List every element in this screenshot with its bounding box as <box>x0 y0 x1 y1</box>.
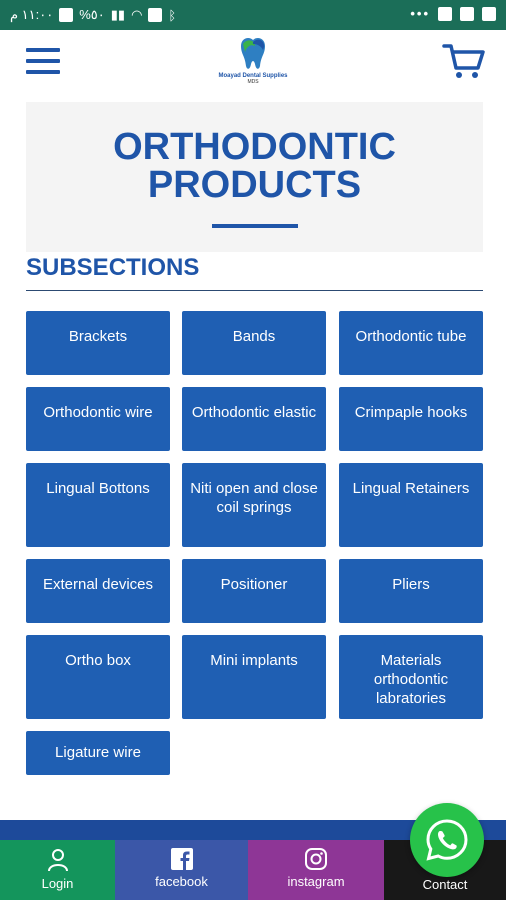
subsection-tile[interactable]: Ortho box <box>26 635 170 719</box>
subsection-tile[interactable]: Materials orthodontic labratories <box>339 635 483 719</box>
instagram-button[interactable] <box>248 840 384 900</box>
subsection-tile[interactable]: Crimpaple hooks <box>339 387 483 451</box>
facebook-label: facebook <box>155 874 208 889</box>
subsections-heading: SUBSECTIONS <box>26 254 200 281</box>
login-label: Login <box>41 876 74 891</box>
status-bar <box>0 0 506 30</box>
whatsapp-button[interactable] <box>410 803 484 877</box>
subsection-tile[interactable]: Lingual Retainers <box>339 463 483 547</box>
contact-label: Contact <box>422 877 468 892</box>
status-left <box>10 7 176 23</box>
subsection-tile[interactable]: Niti open and close coil springs <box>182 463 326 547</box>
subsection-tile[interactable]: External devices <box>26 559 170 623</box>
youtube-icon <box>460 7 474 21</box>
subsection-tile[interactable]: Pliers <box>339 559 483 623</box>
login-button[interactable] <box>0 840 115 900</box>
subsection-tile[interactable]: Orthodontic tube <box>339 311 483 375</box>
facebook-icon <box>171 848 193 870</box>
subsection-tile[interactable]: Orthodontic elastic <box>182 387 326 451</box>
hamburger-menu-icon[interactable] <box>26 48 60 76</box>
instagram-label: instagram <box>287 874 345 889</box>
facebook-button[interactable] <box>115 840 248 900</box>
battery-percent: %٥٠ <box>79 7 105 22</box>
page-title-line1: ORTHODONTIC <box>113 126 396 168</box>
subsection-tile[interactable]: Brackets <box>26 311 170 375</box>
page-title-line2: PRODUCTS <box>147 164 362 206</box>
brand-logo[interactable] <box>210 32 296 92</box>
page-title-card <box>26 102 483 252</box>
subsections-divider <box>26 290 483 291</box>
app-header <box>0 30 506 96</box>
tooth-logo-icon <box>233 32 273 72</box>
menu-line <box>26 48 60 52</box>
gmail-icon <box>438 7 452 21</box>
status-right <box>410 6 496 21</box>
bluetooth-icon: ᛒ <box>168 7 177 23</box>
whatsapp-icon <box>425 818 469 862</box>
subsection-tile[interactable]: Ligature wire <box>26 731 170 775</box>
logo-sub-text: MDS <box>247 79 259 85</box>
menu-line <box>26 59 60 63</box>
user-icon <box>47 848 69 872</box>
menu-line <box>26 70 60 74</box>
subsection-tile[interactable]: Mini implants <box>182 635 326 719</box>
subsection-tile[interactable]: Orthodontic wire <box>26 387 170 451</box>
page-title <box>26 102 483 204</box>
logo-brand-text: Moayad Dental Supplies <box>218 73 288 79</box>
wifi-icon: ◠ <box>131 7 143 22</box>
status-time: ١١:٠٠ م <box>10 7 54 22</box>
title-underline <box>212 224 298 228</box>
shopping-cart-icon[interactable] <box>442 42 486 82</box>
subsection-tile[interactable]: Positioner <box>182 559 326 623</box>
sim-icon <box>59 8 73 22</box>
more-notifications-icon: ••• <box>410 6 430 21</box>
subsection-tile[interactable]: Lingual Bottons <box>26 463 170 547</box>
signal-icon: ▮▮ <box>110 7 126 22</box>
instagram-icon <box>305 848 327 870</box>
subsection-tile[interactable]: Bands <box>182 311 326 375</box>
gallery-icon <box>482 7 496 21</box>
alarm-icon <box>148 8 162 22</box>
